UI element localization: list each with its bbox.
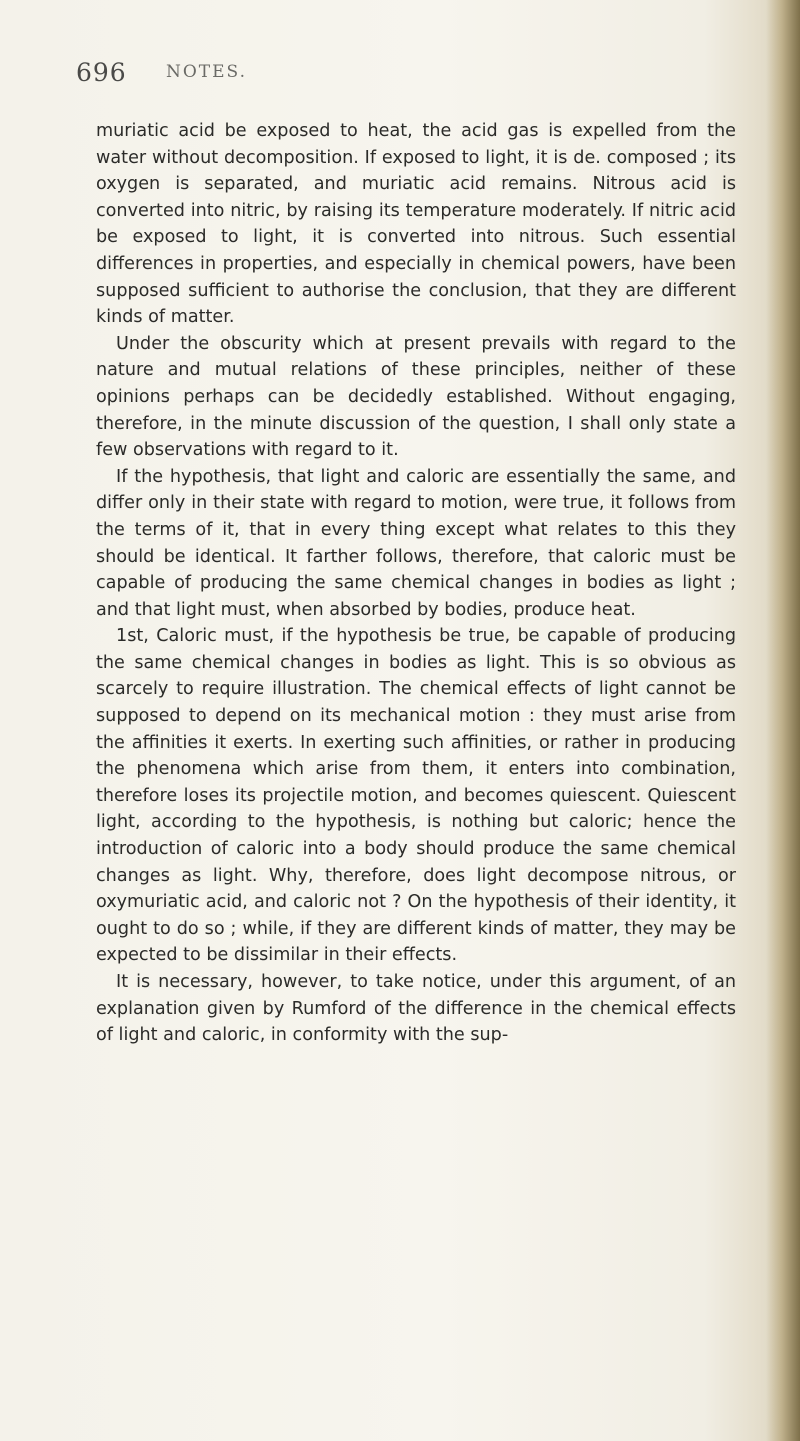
paragraph-1: muriatic acid be exposed to heat, the acid gas is expelled from the water without decomposition. If exposed to light, it is de. composed ; its oxygen is separated, and muriatic acid remains. Nitrous acid is converted into nitric, by raising its temperature moderately. If nitric acid be exposed to light, it is converted into nitrous. Such essential differences in properties, and especially in chemical powers, have been supposed sufficient to authorise the conclusion, that they are different kinds of matter.: [96, 121, 736, 328]
paragraph-3: If the hypothesis, that light and caloric are essentially the same, and differ only in their state with regard to motion, were true, it follows from the terms of it, that in every thing except what relates to this they should be identical. It farther follows, therefore, that caloric must be capable of producing the same chemical changes in bodies as light ; and that light must, when absorbed by bodies, produce heat.: [96, 466, 736, 620]
page-binding-edge: [766, 0, 800, 1441]
body-text: [96, 118, 736, 1049]
paragraph-2: Under the obscurity which at present prevails with regard to the nature and mutual relations of these principles, neither of these opinions perhaps can be decidedly established. Without engaging, therefore, in the minute discussion of the question, I shall only state a few observations with regard to it.: [96, 333, 736, 461]
page-header: [76, 58, 716, 98]
running-head: NOTES.: [166, 62, 248, 82]
page-number: 696: [76, 58, 127, 87]
paragraph-5: It is necessary, however, to take notice, under this argument, of an explanation given by Rumford of the difference in the chemical effects of light and caloric, in conformity with the sup-: [96, 972, 736, 1046]
paragraph-4: 1st, Caloric must, if the hypothesis be true, be capable of producing the same chemical changes in bodies as light. This is so obvious as scarcely to require illustration. The chemical effects of light cannot be supposed to depend on its mechanical motion : they must arise from the affinities it exerts. In exerting such affinities, or rather in producing the phenomena which arise from them, it enters into combination, therefore loses its projectile motion, and becomes quiescent. Quiescent light, according to the hypothesis, is nothing but caloric; hence the introduction of caloric into a body should produce the same chemical changes as light. Why, therefore, does light decompose nitrous, or oxymuriatic acid, and caloric not ? On the hypothesis of their identity, it ought to do so ; while, if they are different kinds of matter, they may be expected to be dissimilar in their effects.: [96, 626, 736, 966]
